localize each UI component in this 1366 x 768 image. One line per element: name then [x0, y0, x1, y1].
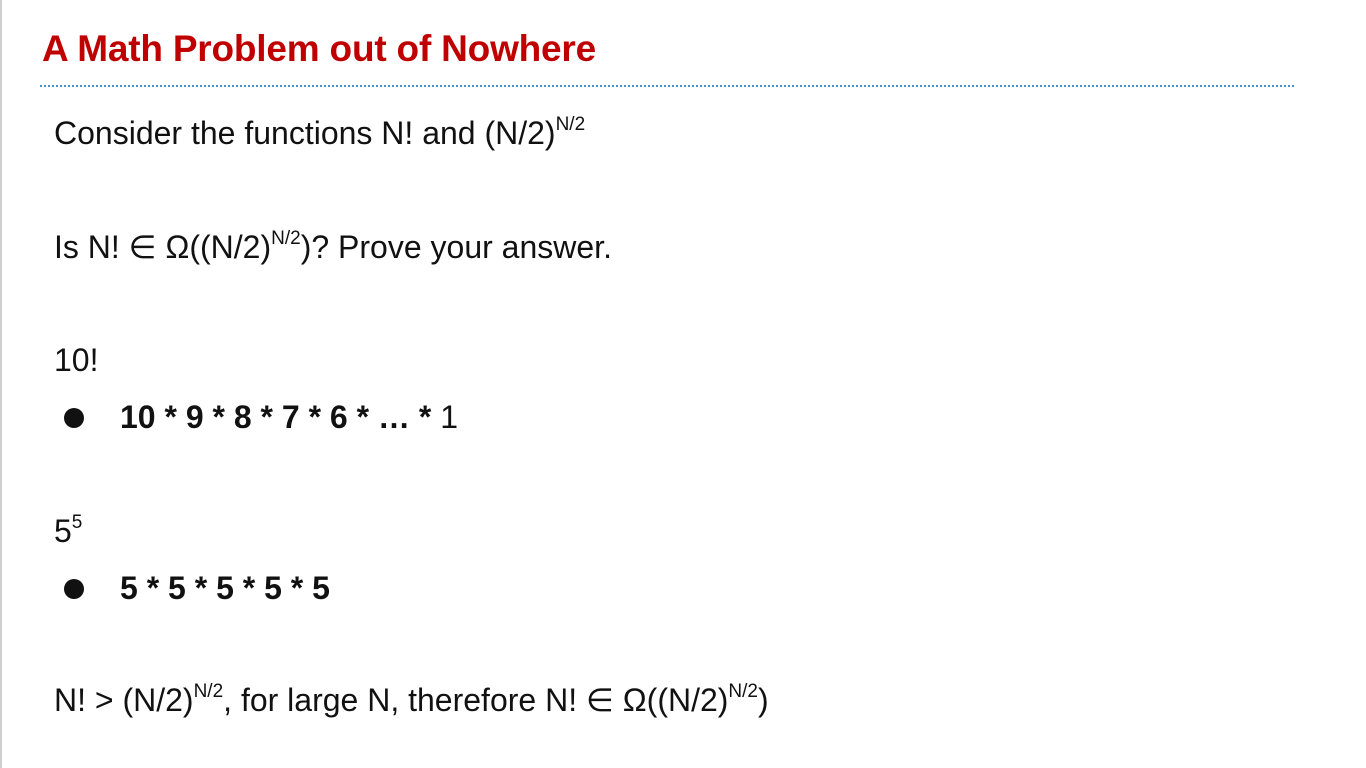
- functions-statement: [54, 114, 586, 151]
- factorial-expansion-end: 1: [440, 399, 458, 435]
- conclusion-exponent-2: N/2: [728, 681, 758, 702]
- conclusion-part1: N! > (N/2): [54, 682, 194, 718]
- conclusion-part3: ): [758, 682, 769, 718]
- question-part1: Is N! ∈ Ω((N/2): [54, 229, 272, 265]
- power-expansion: 5 * 5 * 5 * 5 * 5: [120, 570, 330, 606]
- example-power-label: [54, 512, 83, 549]
- bullet-icon: [64, 408, 84, 428]
- example-factorial-label: 10!: [54, 342, 99, 378]
- title-divider: [40, 85, 1294, 87]
- question-part2: )? Prove your answer.: [300, 229, 612, 265]
- bullet-icon: [64, 579, 84, 599]
- conclusion-statement: [54, 681, 769, 718]
- question-exponent: N/2: [271, 228, 301, 249]
- power-exponent: 5: [71, 512, 83, 533]
- factorial-expansion: [120, 401, 458, 433]
- question-statement: [54, 228, 612, 265]
- conclusion-exponent-1: N/2: [193, 681, 224, 702]
- functions-statement-text: Consider the functions N! and (N/2): [54, 115, 556, 151]
- slide-title: A Math Problem out of Nowhere: [42, 28, 597, 69]
- functions-statement-exponent: N/2: [555, 114, 586, 135]
- conclusion-part2: , for large N, therefore N! ∈ Ω((N/2): [223, 682, 729, 718]
- power-base: 5: [54, 513, 72, 549]
- factorial-expansion-bold: 10 * 9 * 8 * 7 * 6 * … *: [120, 399, 441, 435]
